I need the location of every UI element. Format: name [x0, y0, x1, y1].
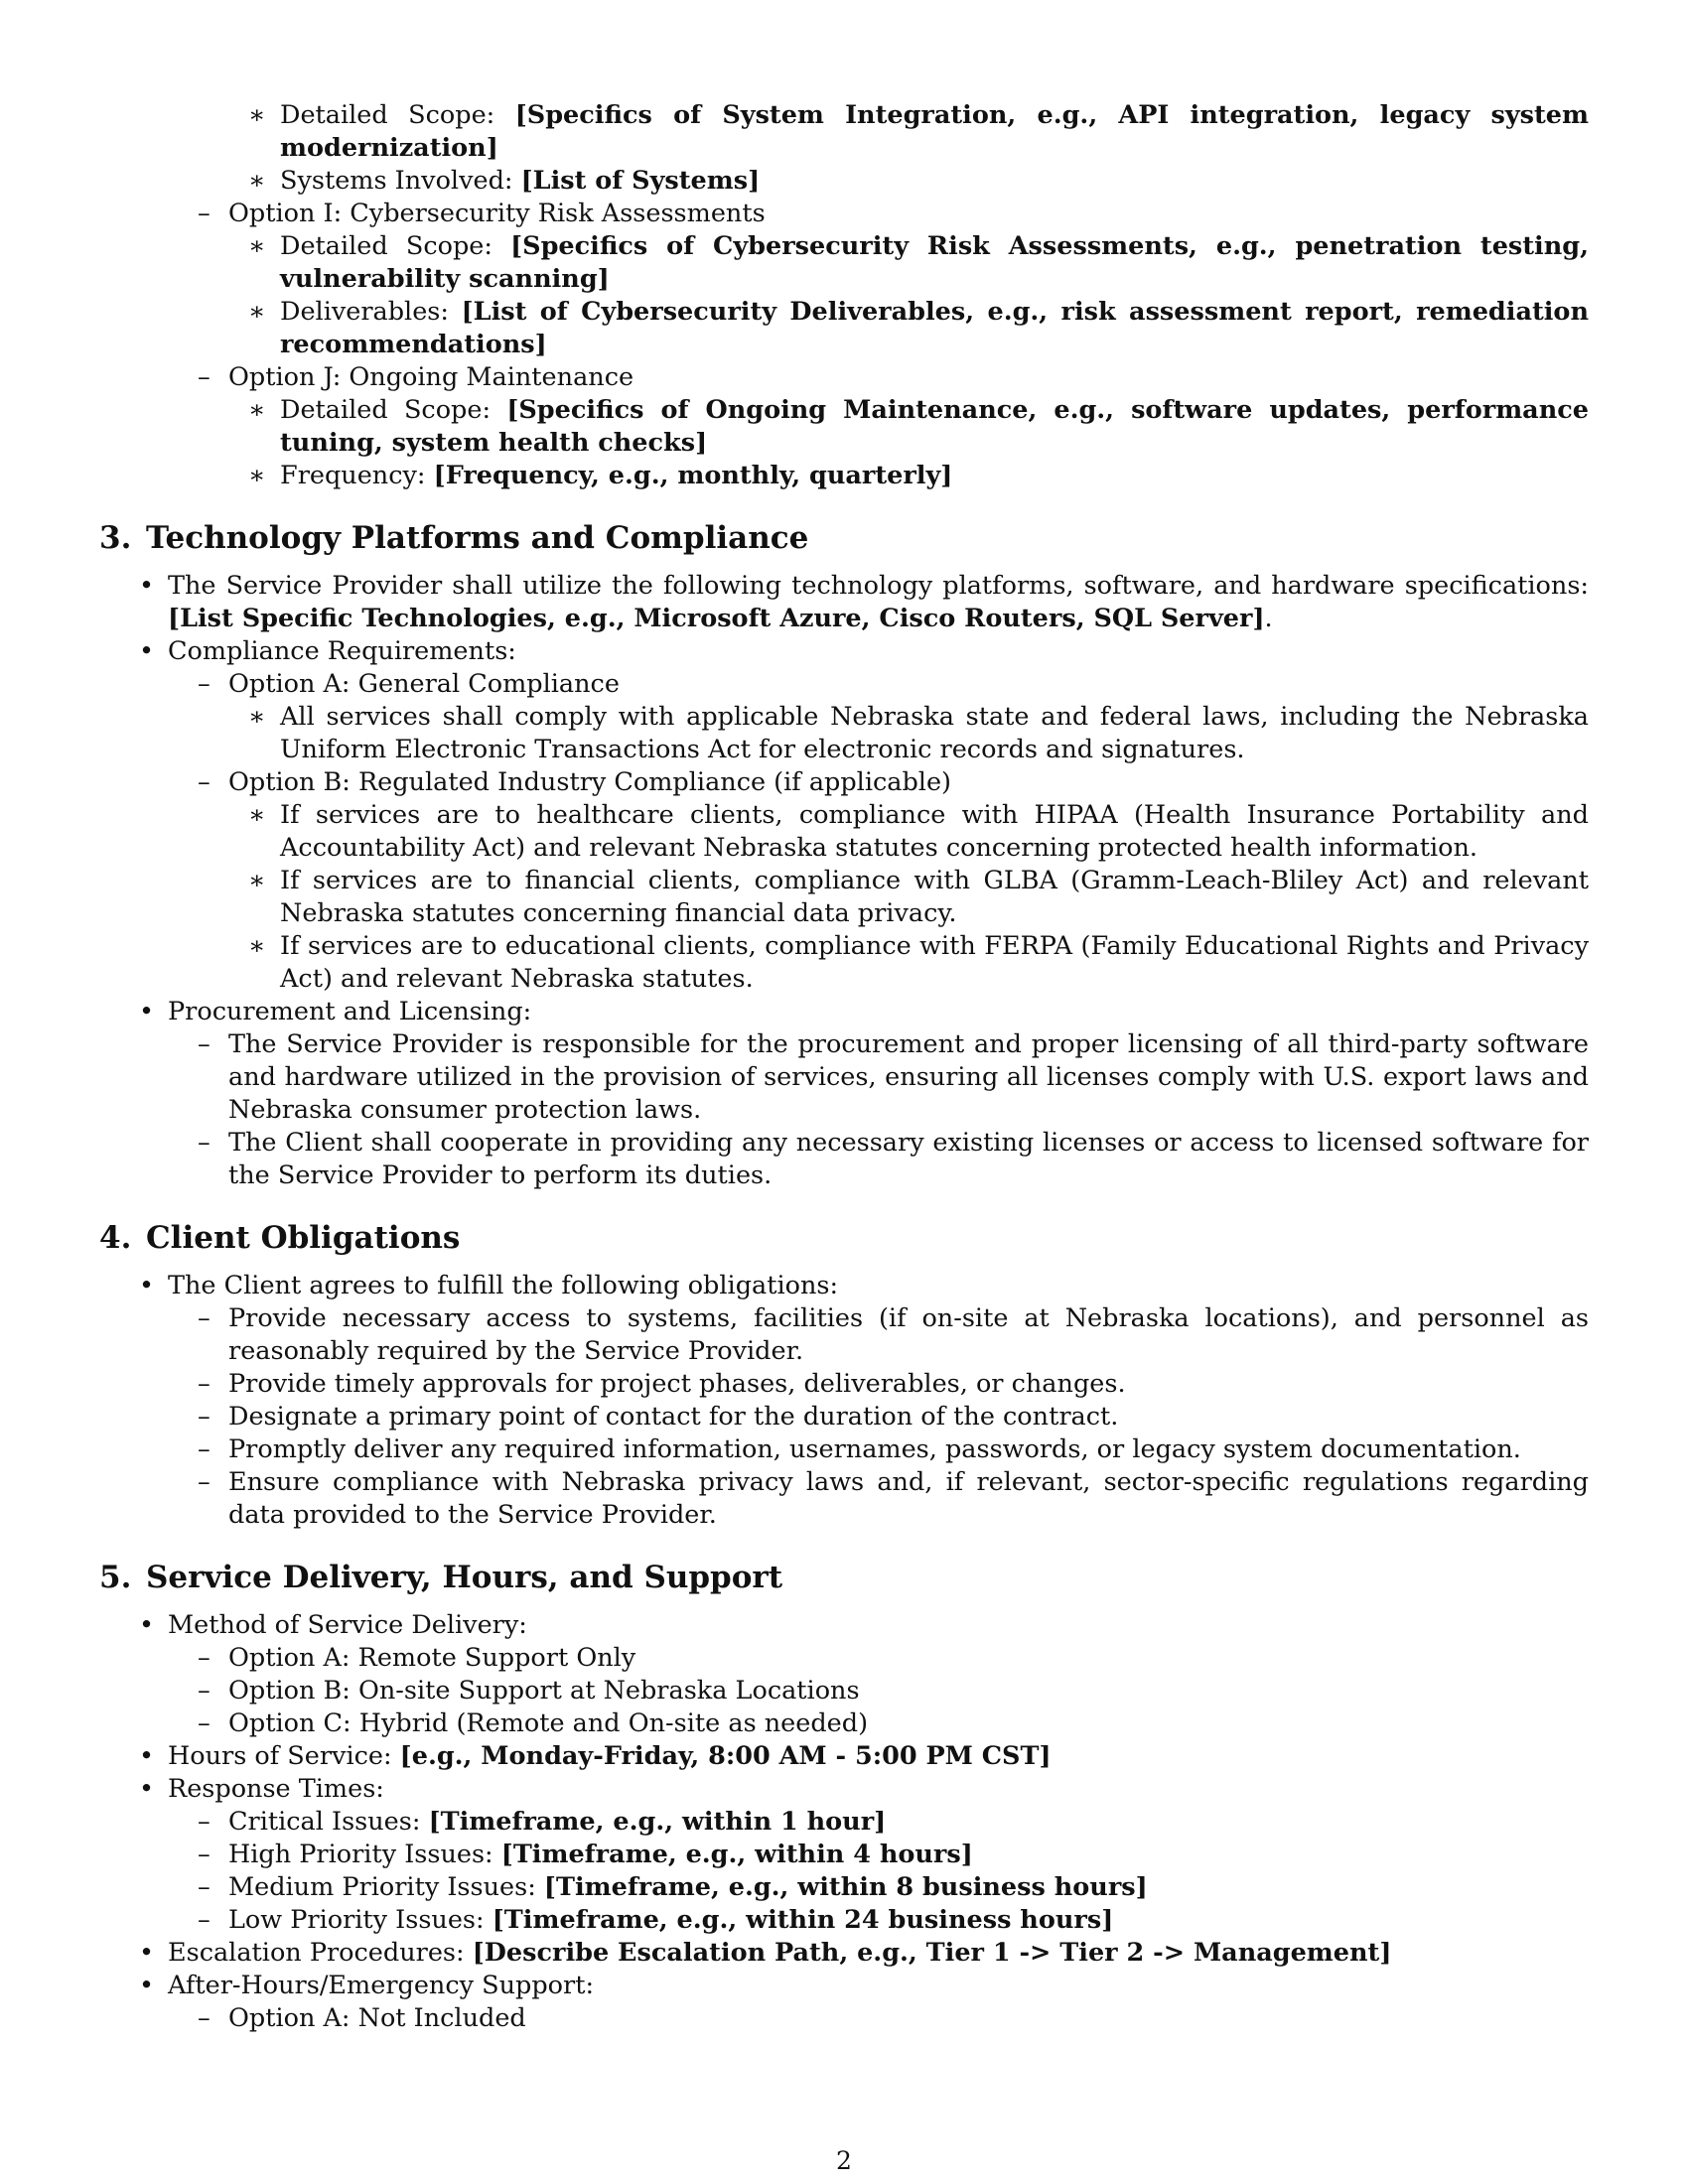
item-text: The Client agrees to fulfill the following obligations:: [168, 1271, 839, 1300]
list-item: [99, 99, 1589, 165]
item-text: Promptly deliver any required information, usernames, passwords, or legacy system documentation.: [228, 1434, 1521, 1464]
item-text: The Service Provider shall utilize the following technology platforms, software, and hardware specifications:: [168, 571, 1589, 601]
dash-marker: –: [198, 1840, 211, 1869]
list-item: [99, 2002, 1589, 2035]
asterisk-marker: ∗: [248, 297, 266, 327]
option-label: Option A: Remote Support Only: [228, 1643, 636, 1673]
item-text: Response Times:: [168, 1774, 384, 1804]
placeholder-value: [List of Systems]: [520, 166, 761, 196]
item-label: High Priority Issues:: [228, 1840, 501, 1869]
list-item: [99, 1839, 1589, 1871]
list-item: [99, 1127, 1589, 1192]
placeholder-value: [Timeframe, e.g., within 8 business hours]: [543, 1872, 1148, 1902]
item-text: The Service Provider is responsible for the procurement and proper licensing of all third-party software and hardware utilized in the provision of services, ensuring all licenses comply with U.S. export laws and Nebraska consumer protection laws.: [228, 1029, 1589, 1125]
placeholder-value: [e.g., Monday-Friday, 8:00 AM - 5:00 PM CST]: [399, 1741, 1052, 1771]
option-label: Option A: General Compliance: [228, 669, 620, 699]
bullet-marker: •: [139, 636, 155, 666]
asterisk-marker: ∗: [248, 702, 266, 732]
dash-marker: –: [198, 199, 211, 228]
list-item: [99, 1028, 1589, 1127]
item-label: Medium Priority Issues:: [228, 1872, 544, 1902]
bullet-marker: •: [139, 1741, 155, 1771]
list-item: [99, 766, 1589, 799]
asterisk-marker: ∗: [248, 866, 266, 895]
list-item: [99, 996, 1589, 1028]
dash-marker: –: [198, 2003, 211, 2033]
dash-marker: –: [198, 1467, 211, 1497]
bullet-marker: •: [139, 1610, 155, 1640]
item-text: If services are to financial clients, compliance with GLBA (Gramm-Leach-Bliley Act) and relevant Nebraska statutes concerning financial data privacy.: [280, 866, 1589, 928]
list-item: [99, 230, 1589, 296]
item-label: Low Priority Issues:: [228, 1905, 492, 1935]
placeholder-value: [Timeframe, e.g., within 1 hour]: [428, 1807, 887, 1837]
asterisk-marker: ∗: [248, 800, 266, 830]
dash-marker: –: [198, 1434, 211, 1464]
list-item: [99, 165, 1589, 198]
placeholder-value: [Frequency, e.g., monthly, quarterly]: [433, 461, 953, 490]
item-label: Detailed Scope:: [280, 395, 507, 425]
placeholder-value: [List Specific Technologies, e.g., Microsoft Azure, Cisco Routers, SQL Server]: [168, 604, 1265, 633]
section-3-list: [99, 570, 1589, 1192]
bullet-marker: •: [139, 997, 155, 1026]
item-label: Critical Issues:: [228, 1807, 429, 1837]
asterisk-marker: ∗: [248, 931, 266, 961]
list-item: [99, 1707, 1589, 1740]
asterisk-marker: ∗: [248, 395, 266, 425]
item-label: Frequency:: [280, 461, 434, 490]
list-item: [99, 701, 1589, 766]
list-item: [99, 296, 1589, 361]
list-item: [99, 1302, 1589, 1368]
item-text: Method of Service Delivery:: [168, 1610, 527, 1640]
item-text: Ensure compliance with Nebraska privacy laws and, if relevant, sector-specific regulations regarding data provided to the Service Provider.: [228, 1467, 1589, 1530]
section-title: Service Delivery, Hours, and Support: [146, 1560, 783, 1595]
asterisk-marker: ∗: [248, 461, 266, 490]
item-label: Detailed Scope:: [280, 100, 515, 130]
item-label: Detailed Scope:: [280, 231, 511, 261]
option-label: Option B: Regulated Industry Compliance (if applicable): [228, 767, 951, 797]
placeholder-value: [Specifics of Ongoing Maintenance, e.g., software updates, performance tuning, system health checks]: [280, 395, 1589, 458]
list-item: [99, 930, 1589, 996]
list-item: [99, 1270, 1589, 1302]
dash-marker: –: [198, 1708, 211, 1738]
list-item: [99, 198, 1589, 230]
placeholder-value: [Timeframe, e.g., within 4 hours]: [500, 1840, 973, 1869]
bullet-marker: •: [139, 1774, 155, 1804]
list-item: [99, 361, 1589, 394]
item-text: Provide timely approvals for project phases, deliverables, or changes.: [228, 1369, 1126, 1399]
placeholder-value: [Specifics of System Integration, e.g., API integration, legacy system modernization]: [280, 100, 1590, 163]
section-number: 3.: [99, 520, 132, 556]
section-heading-4: [99, 1218, 1589, 1258]
list-item: [99, 635, 1589, 668]
list-item: [99, 1970, 1589, 2002]
section-title: Client Obligations: [146, 1220, 461, 1256]
list-item: [99, 865, 1589, 930]
option-label: Option I: Cybersecurity Risk Assessments: [228, 199, 766, 228]
dash-marker: –: [198, 1029, 211, 1059]
list-item: [99, 1609, 1589, 1642]
item-text: Compliance Requirements:: [168, 636, 516, 666]
item-text: If services are to healthcare clients, compliance with HIPAA (Health Insurance Portability and Accountability Act) and relevant Nebraska statutes concerning protected health information.: [280, 800, 1589, 863]
dash-marker: –: [198, 1905, 211, 1935]
item-text: If services are to educational clients, compliance with FERPA (Family Educational Rights and Privacy Act) and relevant Nebraska statutes.: [280, 931, 1589, 994]
dash-marker: –: [198, 1872, 211, 1902]
asterisk-marker: ∗: [248, 231, 266, 261]
option-label: Option B: On-site Support at Nebraska Locations: [228, 1676, 860, 1706]
dash-marker: –: [198, 362, 211, 392]
dash-marker: –: [198, 767, 211, 797]
list-item: [99, 394, 1589, 460]
list-item: [99, 1806, 1589, 1839]
item-label: Deliverables:: [280, 297, 462, 327]
dash-marker: –: [198, 1303, 211, 1333]
section-4-list: [99, 1270, 1589, 1532]
item-label: Hours of Service:: [168, 1741, 400, 1771]
item-text: After-Hours/Emergency Support:: [168, 1971, 595, 2000]
dash-marker: –: [198, 1369, 211, 1399]
dash-marker: –: [198, 1128, 211, 1158]
bullet-marker: •: [139, 1971, 155, 2000]
section-5-list: [99, 1609, 1589, 2035]
list-item: [99, 570, 1589, 635]
item-label: Escalation Procedures:: [168, 1938, 473, 1968]
item-text: The Client shall cooperate in providing any necessary existing licenses or access to licensed software for the Service Provider to perform its duties.: [228, 1128, 1589, 1190]
list-item: [99, 1433, 1589, 1466]
item-text: Procurement and Licensing:: [168, 997, 532, 1026]
list-item: [99, 1368, 1589, 1401]
asterisk-marker: ∗: [248, 100, 266, 130]
bullet-marker: •: [139, 1938, 155, 1968]
list-item: [99, 1871, 1589, 1904]
bullet-marker: •: [139, 1271, 155, 1300]
section-heading-3: [99, 518, 1589, 558]
section-number: 5.: [99, 1560, 132, 1595]
section-number: 4.: [99, 1220, 132, 1256]
document-page: [99, 99, 1589, 2035]
item-text: All services shall comply with applicable Nebraska state and federal laws, including the Nebraska Uniform Electronic Transactions Act for electronic records and signatures.: [280, 702, 1589, 764]
placeholder-value: [Describe Escalation Path, e.g., Tier 1 -> Tier 2 -> Management]: [472, 1938, 1392, 1968]
item-text: Designate a primary point of contact for the duration of the contract.: [228, 1402, 1119, 1432]
section-heading-5: [99, 1558, 1589, 1597]
asterisk-marker: ∗: [248, 166, 266, 196]
list-item: [99, 668, 1589, 701]
list-item: [99, 1904, 1589, 1937]
list-item: [99, 460, 1589, 492]
list-item: [99, 799, 1589, 865]
item-label: Systems Involved:: [280, 166, 521, 196]
item-text: .: [1264, 604, 1273, 633]
list-item: [99, 1740, 1589, 1773]
list-item: [99, 1466, 1589, 1532]
option-label: Option A: Not Included: [228, 2003, 526, 2033]
dash-marker: –: [198, 1807, 211, 1837]
option-label: Option J: Ongoing Maintenance: [228, 362, 634, 392]
placeholder-value: [List of Cybersecurity Deliverables, e.g., risk assessment report, remediation recommendations]: [280, 297, 1589, 359]
list-item: [99, 1675, 1589, 1707]
section-title: Technology Platforms and Compliance: [146, 520, 809, 556]
list-item: [99, 1642, 1589, 1675]
placeholder-value: [Timeframe, e.g., within 24 business hours]: [492, 1905, 1114, 1935]
list-item: [99, 1937, 1589, 1970]
list-item: [99, 1773, 1589, 1806]
list-item: [99, 1401, 1589, 1433]
dash-marker: –: [198, 1676, 211, 1706]
placeholder-value: [Specifics of Cybersecurity Risk Assessments, e.g., penetration testing, vulnerability scanning]: [280, 231, 1589, 294]
continued-list: [99, 99, 1589, 492]
dash-marker: –: [198, 1643, 211, 1673]
bullet-marker: •: [139, 571, 155, 601]
option-label: Option C: Hybrid (Remote and On-site as needed): [228, 1708, 869, 1738]
item-text: Provide necessary access to systems, facilities (if on-site at Nebraska locations), and personnel as reasonably required by the Service Provider.: [228, 1303, 1589, 1366]
dash-marker: –: [198, 669, 211, 699]
page-number: 2: [836, 2146, 852, 2175]
dash-marker: –: [198, 1402, 211, 1432]
